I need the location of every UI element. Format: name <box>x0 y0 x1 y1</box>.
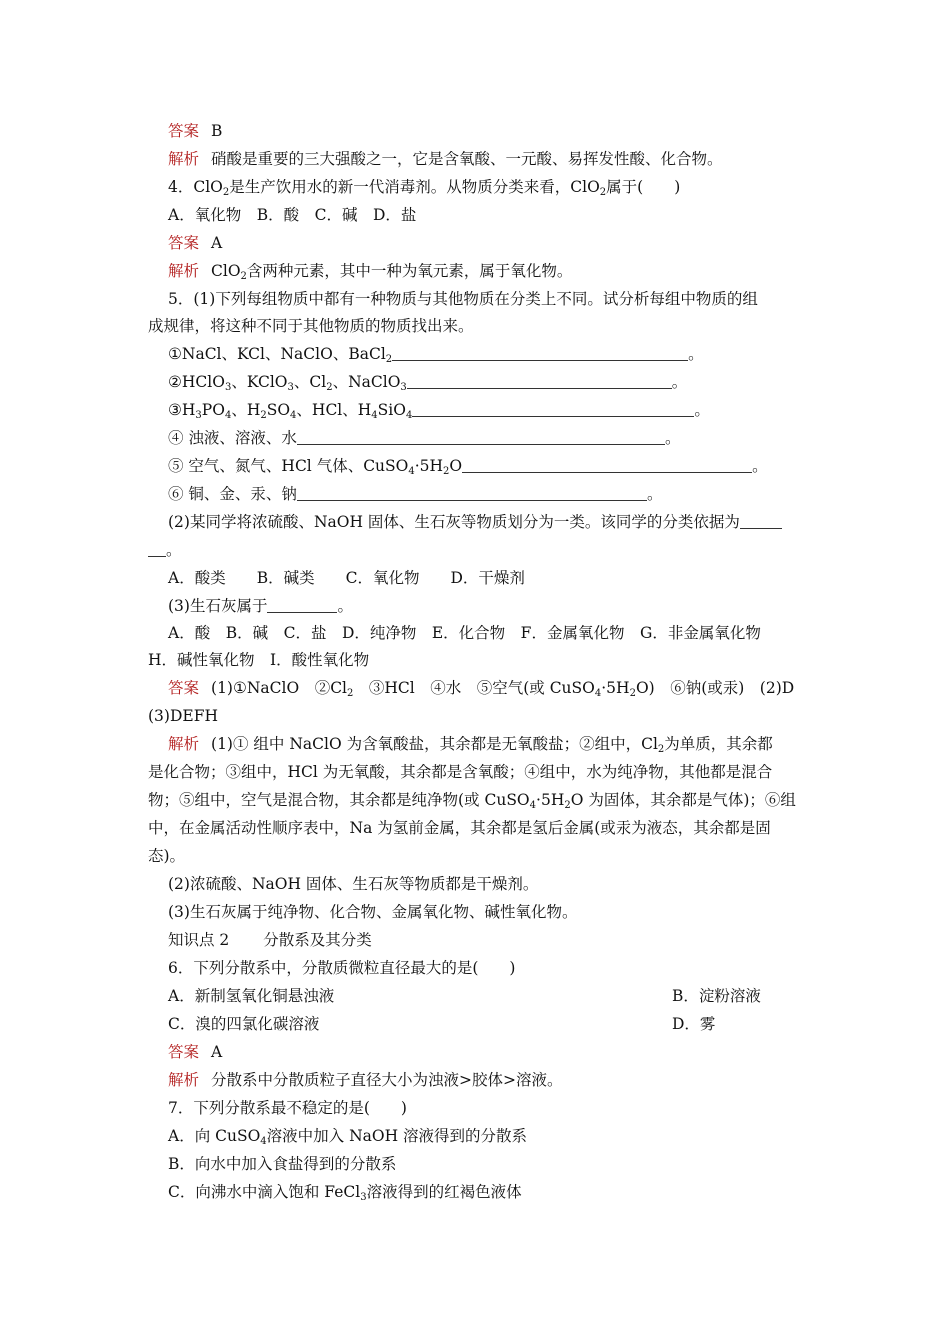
answer-label: 答案 <box>168 122 200 140</box>
text: A．向 CuSO <box>168 1127 261 1145</box>
q5-part2-options: A．酸类 B．碱类 C．氧化物 D．干燥剂 <box>168 569 525 587</box>
text: ·5H <box>536 791 565 809</box>
knowledge-point-title: 分散系及其分类 <box>263 931 372 949</box>
text: ClO <box>211 262 241 280</box>
text: 溶液得到的红褐色液体 <box>366 1183 522 1201</box>
q5-answer-line1 <box>168 675 816 701</box>
q5-item-1 <box>168 341 816 367</box>
subscript: 3 <box>400 382 407 393</box>
option-a: A．新制氢氧化铜悬浊液 <box>168 987 335 1005</box>
subscript: 3 <box>224 382 232 393</box>
subscript: 4 <box>371 410 378 421</box>
q6-options-row1 <box>168 983 816 1009</box>
text: ③HCl ④水 ⑤空气(或 CuSO <box>353 679 595 697</box>
q5-part2-line2 <box>148 537 816 563</box>
answer-blank[interactable] <box>392 343 688 361</box>
text: 、HCl、H <box>296 401 372 419</box>
subscript: 4 <box>408 466 415 477</box>
q6-explanation <box>168 1067 816 1093</box>
text: 属于( ) <box>606 178 681 196</box>
text: 。 <box>694 401 710 419</box>
text: 。 <box>646 485 663 503</box>
answer-blank[interactable] <box>462 455 752 473</box>
subscript: 4 <box>290 410 297 421</box>
answer-label: 答案 <box>168 679 200 697</box>
knowledge-point-heading <box>168 927 816 953</box>
q5-explanation-line5: 态)。 <box>148 847 186 865</box>
answer-blank[interactable] <box>407 371 672 389</box>
text: 、Cl <box>293 373 327 391</box>
q5-explanation-part3: (3)生石灰属于纯净物、化合物、金属氧化物、碱性氧化物。 <box>168 903 578 921</box>
text: 。 <box>688 345 704 363</box>
q5-item-4 <box>168 425 816 451</box>
subscript: 2 <box>326 382 333 393</box>
answer-label: 答案 <box>168 1043 200 1061</box>
text: 。 <box>337 597 353 615</box>
explanation-label: 解析 <box>168 735 200 753</box>
knowledge-point-label: 知识点 2 <box>168 931 230 949</box>
subscript: 2 <box>385 354 393 365</box>
q3-explanation <box>168 146 816 172</box>
text: 。 <box>671 373 688 391</box>
explanation-label: 解析 <box>168 1071 200 1089</box>
q7-option-b: B．向水中加入食盐得到的分散系 <box>168 1155 397 1173</box>
q5-answer-line2: (3)DEFH <box>148 707 218 725</box>
text: 。 <box>664 429 681 447</box>
q5-item-2 <box>168 369 816 395</box>
text: O <box>449 457 463 475</box>
explanation-label: 解析 <box>168 262 200 280</box>
text: (1)① 组中 NaClO 为含氧酸盐，其余都是无氧酸盐；②组中，Cl <box>211 735 658 753</box>
subscript: 2 <box>347 688 354 699</box>
text: 。 <box>752 457 768 475</box>
answer-blank[interactable] <box>148 539 166 557</box>
text: (3)生石灰属于 <box>168 597 268 615</box>
text: 、H <box>231 401 261 419</box>
text: ③H <box>168 401 196 419</box>
answer-value: A <box>211 234 223 252</box>
q7-option-a <box>168 1123 816 1149</box>
answer-blank[interactable] <box>267 595 337 613</box>
text: 溶液中加入 NaOH 溶液得到的分散系 <box>266 1127 528 1145</box>
subscript: 2 <box>240 271 247 282</box>
subscript: 4 <box>260 1136 267 1147</box>
q3-answer <box>168 118 816 144</box>
q5-explanation-line2: 是化合物；③组中，HCl 为无氧酸，其余都是含氧酸；④组中，水为纯净物，其他都是混合 <box>148 763 773 781</box>
text: O 为固体，其余都是气体)；⑥组 <box>570 791 796 809</box>
q5-stem-line1: 5．(1)下列每组物质中都有一种物质与其他物质在分类上不同。试分析每组中物质的组 <box>168 290 758 308</box>
answer-blank[interactable] <box>740 511 782 529</box>
q7-option-c <box>168 1179 816 1205</box>
q6-stem: 6．下列分散系中，分散质微粒直径最大的是( ) <box>168 959 516 977</box>
text: SiO <box>377 401 406 419</box>
subscript: 4 <box>224 410 232 421</box>
answer-value: B <box>211 122 223 140</box>
subscript: 3 <box>360 1192 367 1203</box>
text: 含两种元素，其中一种为氧元素，属于氧化物。 <box>246 262 573 280</box>
q5-item-5 <box>168 453 816 479</box>
text: 物；⑤组中，空气是混合物，其余都是纯净物(或 CuSO <box>148 791 530 809</box>
q5-stem-line2: 成规律，将这种不同于其他物质的物质找出来。 <box>148 317 474 335</box>
q5-explanation-line3 <box>148 787 816 813</box>
text: ①NaCl、KCl、NaClO、BaCl <box>168 345 386 363</box>
text: ⑥ 铜、金、汞、钠 <box>168 485 297 503</box>
q5-explanation-part2: (2)浓硫酸、NaOH 固体、生石灰等物质都是干燥剂。 <box>168 875 539 893</box>
text: SO <box>266 401 291 419</box>
subscript: 2 <box>599 187 607 198</box>
q5-part3 <box>168 593 816 619</box>
text: ⑤ 空气、氮气、HCl 气体、CuSO <box>168 457 409 475</box>
subscript: 2 <box>260 410 267 421</box>
text: O) ⑥钠(或汞) (2)D <box>635 679 795 697</box>
subscript: 4 <box>594 688 602 699</box>
subscript: 2 <box>657 744 665 755</box>
text: PO <box>201 401 225 419</box>
option-d: D．雾 <box>672 1015 716 1033</box>
explanation-label: 解析 <box>168 150 200 168</box>
q6-options-row2 <box>168 1011 816 1037</box>
text: 为单质，其余都 <box>664 735 773 753</box>
answer-blank[interactable] <box>412 399 694 417</box>
text: 4．ClO <box>168 178 223 196</box>
subscript: 2 <box>564 800 571 811</box>
subscript: 4 <box>405 410 413 421</box>
answer-blank[interactable] <box>297 427 665 445</box>
text: 、NaClO <box>332 373 401 391</box>
subscript: 3 <box>195 410 202 421</box>
q4-stem <box>168 174 816 200</box>
subscript: 4 <box>529 800 537 811</box>
subscript: 2 <box>629 688 636 699</box>
explanation-text: 硝酸是重要的三大强酸之一，它是含氧酸、一元酸、易挥发性酸、化合物。 <box>211 150 723 168</box>
q4-options: A．氧化物 B．酸 C．碱 D．盐 <box>168 206 417 224</box>
q5-explanation-line4: 中，在金属活动性顺序表中，Na 为氢前金属，其余都是氢后金属(或汞为液态，其余都是固 <box>148 819 771 837</box>
text: 是生产饮用水的新一代消毒剂。从物质分类来看，ClO <box>229 178 600 196</box>
q5-explanation-line1 <box>168 731 816 757</box>
text: ④ 浊液、溶液、水 <box>168 429 297 447</box>
subscript: 2 <box>443 466 450 477</box>
explanation-text: 分散系中分散质粒子直径大小为浊液>胶体>溶液。 <box>211 1071 563 1089</box>
q4-answer <box>168 230 816 256</box>
q5-item-6 <box>168 481 816 507</box>
answer-value: A <box>211 1043 223 1061</box>
text: ②HClO <box>168 373 225 391</box>
q6-answer <box>168 1039 816 1065</box>
text: 。 <box>166 541 182 559</box>
q5-part3-options-line1: A．酸 B．碱 C．盐 D．纯净物 E．化合物 F．金属氧化物 G．非金属氧化物 <box>168 624 761 642</box>
subscript: 2 <box>222 187 230 198</box>
answer-blank[interactable] <box>297 483 647 501</box>
text: ·5H <box>414 457 444 475</box>
q5-part3-options-line2: H．碱性氧化物 I．酸性氧化物 <box>148 651 370 669</box>
text: (2)某同学将浓硫酸、NaOH 固体、生石灰等物质划分为一类。该同学的分类依据为 <box>168 513 740 531</box>
q5-item-3 <box>168 397 816 423</box>
answer-label: 答案 <box>168 234 200 252</box>
option-c: C．溴的四氯化碳溶液 <box>168 1015 320 1033</box>
q7-stem: 7．下列分散系最不稳定的是( ) <box>168 1099 407 1117</box>
q5-part2-line1 <box>168 509 816 535</box>
text: (1)①NaClO ②Cl <box>211 679 348 697</box>
text: ·5H <box>601 679 630 697</box>
text: 、KClO <box>231 373 288 391</box>
option-b: B．淀粉溶液 <box>672 987 761 1005</box>
q4-explanation <box>168 258 816 284</box>
text: C．向沸水中滴入饱和 FeCl <box>168 1183 361 1201</box>
subscript: 3 <box>287 382 294 393</box>
